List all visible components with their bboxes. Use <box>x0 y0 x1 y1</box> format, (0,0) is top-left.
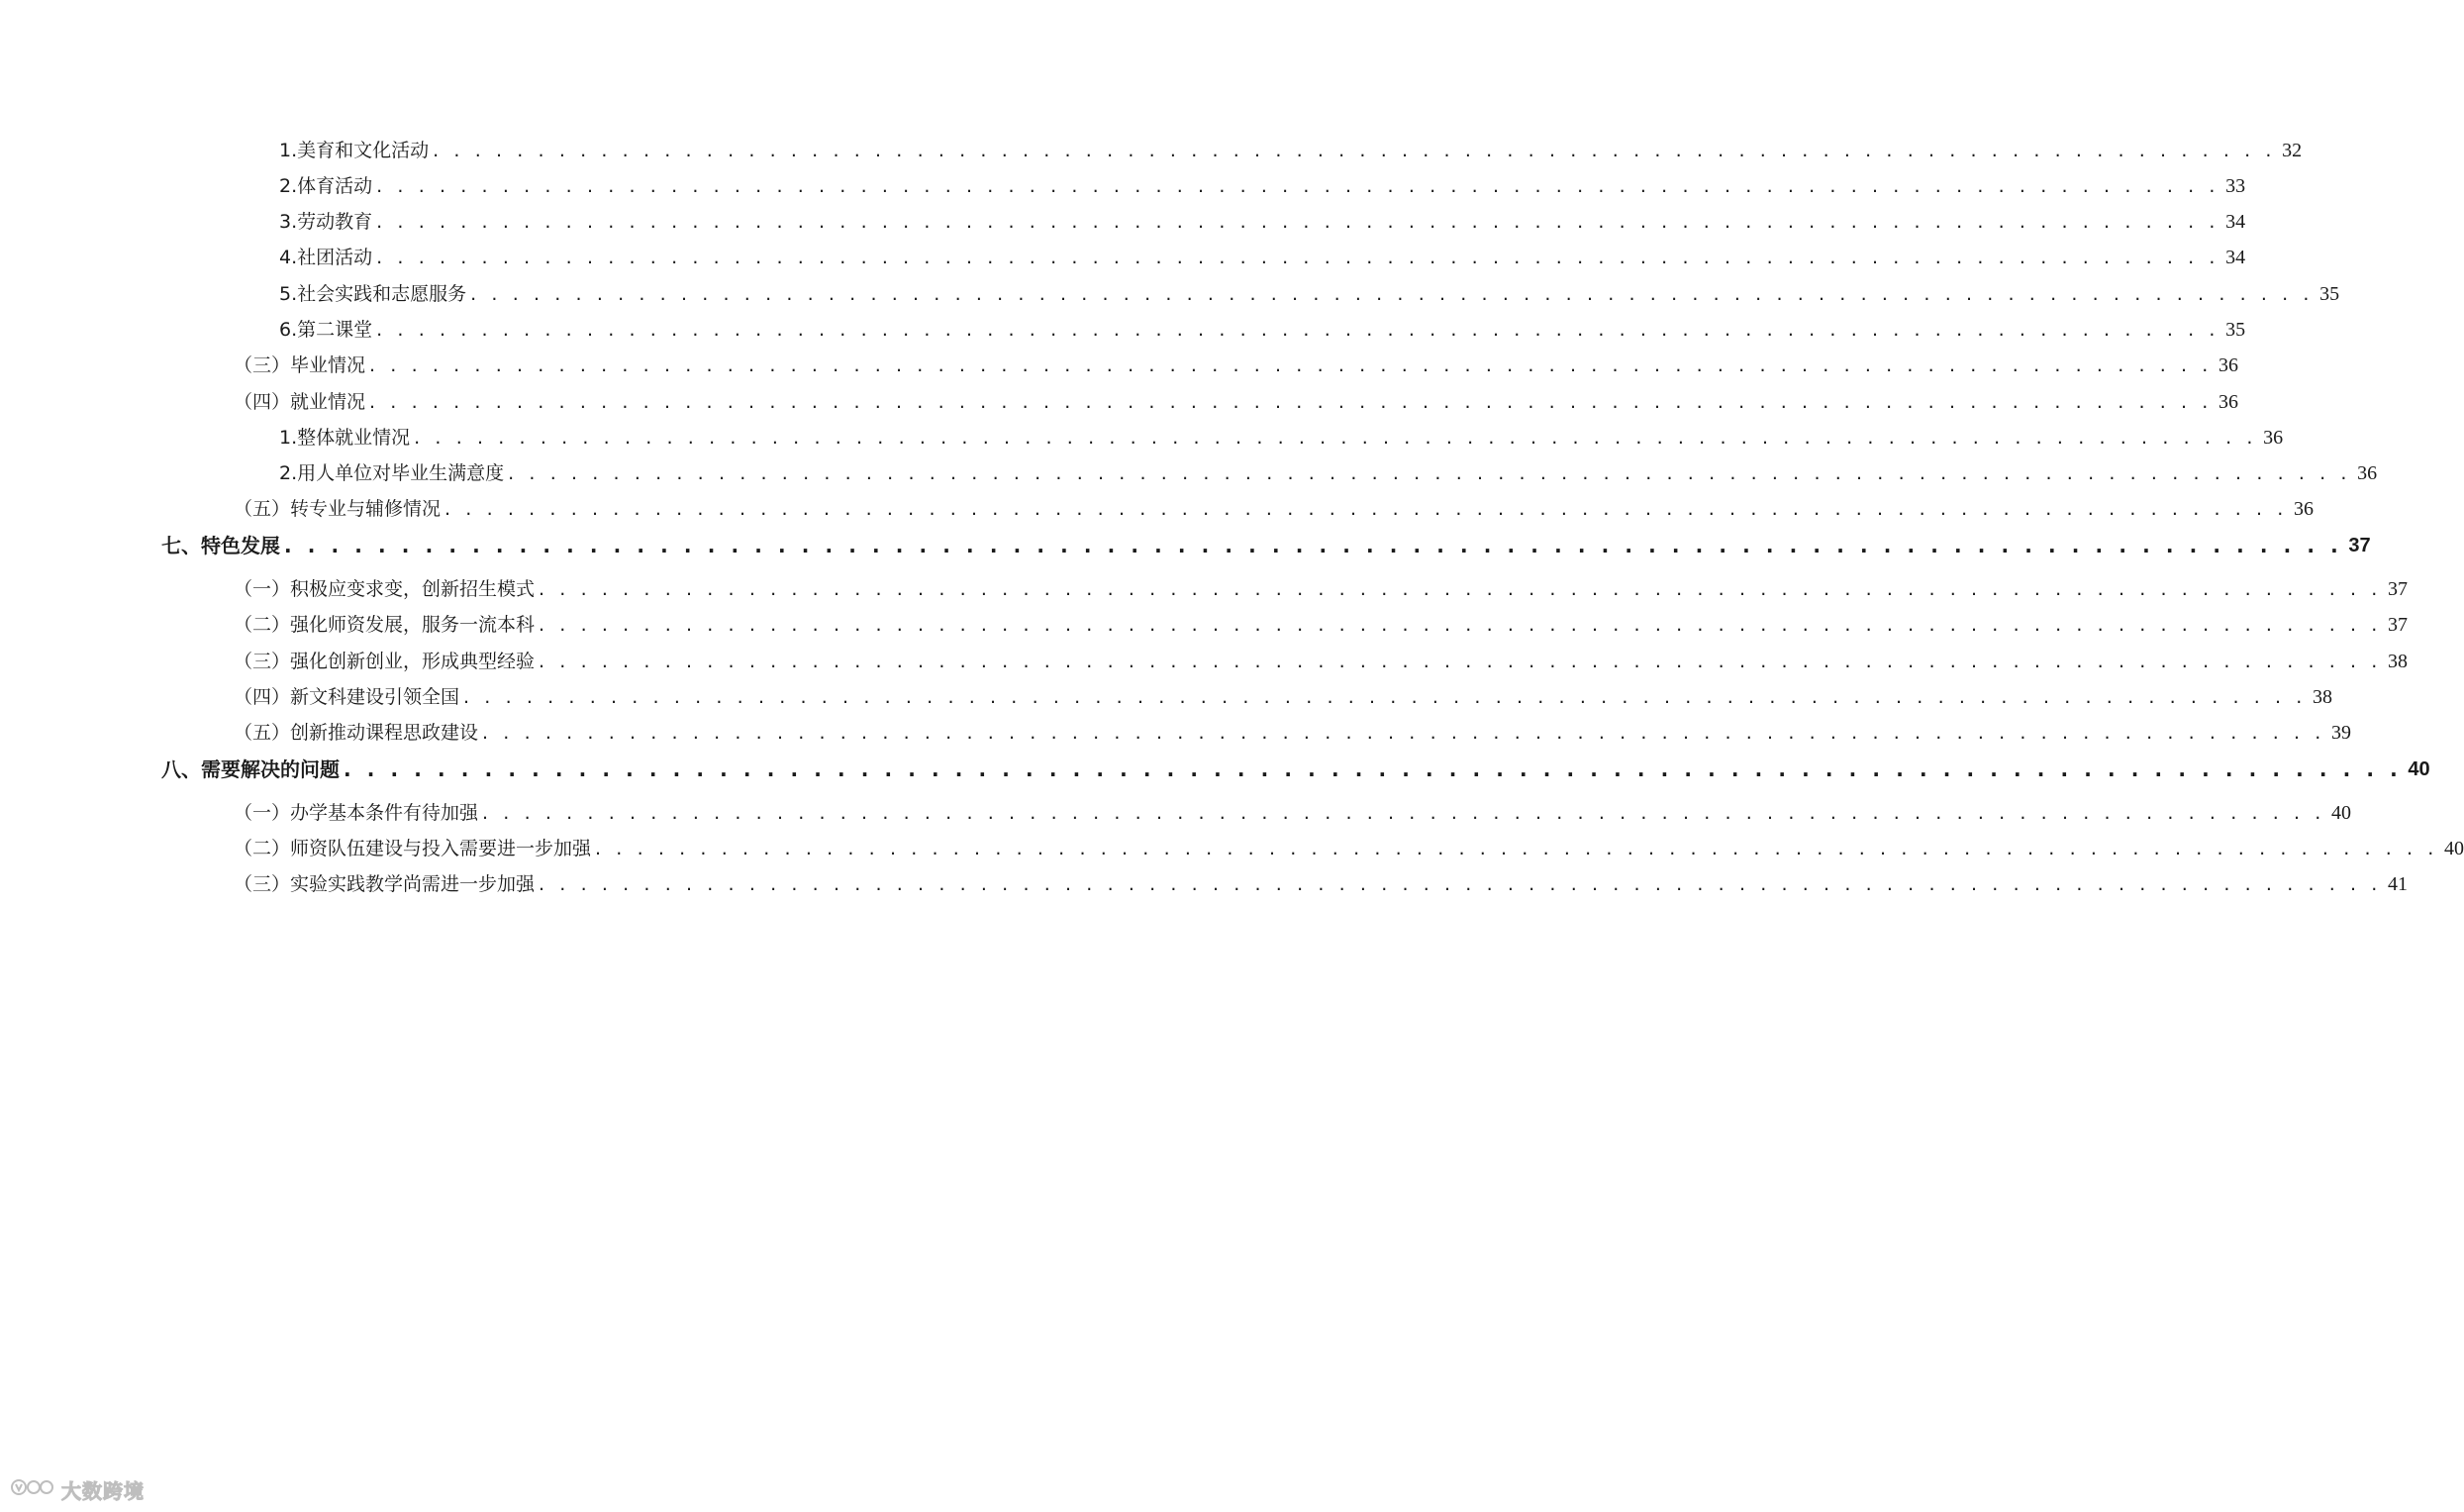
toc-entry[interactable] <box>234 574 2408 604</box>
toc-entry-number: 6. <box>279 319 298 341</box>
toc-leader-dots: . . . . . . . . . . . . . . . . . . . . . . . . . . . . . . . . . . . . . . . . . . . . . . . . . . . . . . . . . . . . . . . . . . . . . . . . . . . . . . . . . . . . . . . . <box>539 578 2382 600</box>
toc-entry-title: 整体就业情况 <box>297 427 411 449</box>
toc-entry-number: 4. <box>279 247 298 268</box>
toc-entry-number: （三） <box>234 354 291 376</box>
toc-leader-dots: . . . . . . . . . . . . . . . . . . . . . . . . . . . . . . . . . . . . . . . . . . . . . . . . . . . . . . . . . . . . . . . . . . . . . . . . . . . . . . . . . . . . . . . . <box>376 247 2220 268</box>
toc-entry-number: 5. <box>279 283 298 305</box>
toc-entry-title: 师资队伍建设与投入需要进一步加强 <box>290 838 592 859</box>
toc-entry-page: 36 <box>2357 462 2378 484</box>
toc-leader-dots: . . . . . . . . . . . . . . . . . . . . . . . . . . . . . . . . . . . . . . . . . . . . . . . . . . . . . . . . . . . . . . . . . . . . . . . . . . . . . . . . . . . . . . . . <box>482 722 2325 744</box>
toc-entry-title: 新文科建设引领全国 <box>290 686 460 708</box>
toc-leader-dots: . . . . . . . . . . . . . . . . . . . . . . . . . . . . . . . . . . . . . . . . . . . . . . . . . . . . . . . . . . . . . . . . . . . . . . . . . . . . . . . . . . . . . . . . <box>284 534 2343 557</box>
toc-entry[interactable] <box>234 610 2408 640</box>
toc-leader-dots: . . . . . . . . . . . . . . . . . . . . . . . . . . . . . . . . . . . . . . . . . . . . . . . . . . . . . . . . . . . . . . . . . . . . . . . . . . . . . . . . . . . . . . . . <box>433 140 2277 161</box>
toc-entry-page: 38 <box>2387 651 2408 672</box>
toc-entry[interactable] <box>279 171 2246 201</box>
toc-entry-number: （一） <box>234 802 291 824</box>
toc-entry[interactable] <box>234 834 2464 863</box>
toc-entry[interactable] <box>234 351 2238 380</box>
toc-entry-title: 办学基本条件有待加强 <box>290 802 479 824</box>
toc-entry-title: 社会实践和志愿服务 <box>297 283 467 305</box>
toc-entry-page: 33 <box>2225 175 2246 197</box>
toc-entry-page: 34 <box>2225 247 2246 268</box>
toc-entry-page: 36 <box>2263 427 2284 449</box>
toc-entry-page: 40 <box>2443 838 2464 859</box>
toc-leader-dots: . . . . . . . . . . . . . . . . . . . . . . . . . . . . . . . . . . . . . . . . . . . . . . . . . . . . . . . . . . . . . . . . . . . . . . . . . . . . . . . . . . . . . . . . <box>376 175 2220 197</box>
toc-entry[interactable] <box>234 869 2408 899</box>
toc-chapter-entry[interactable] <box>161 755 2430 784</box>
toc-entry-number: （五） <box>234 498 291 520</box>
toc-leader-dots: . . . . . . . . . . . . . . . . . . . . . . . . . . . . . . . . . . . . . . . . . . . . . . . . . . . . . . . . . . . . . . . . . . . . . . . . . . . . . . . . . . . . . . . . <box>508 462 2352 484</box>
toc-entry-page: 40 <box>2330 802 2351 824</box>
toc-entry-page: 37 <box>2387 614 2408 636</box>
toc-leader-dots: . . . . . . . . . . . . . . . . . . . . . . . . . . . . . . . . . . . . . . . . . . . . . . . . . . . . . . . . . . . . . . . . . . . . . . . . . . . . . . . . . . . . . . . . <box>482 802 2325 824</box>
toc-entry[interactable] <box>234 647 2408 676</box>
toc-entry-title: 实验实践教学尚需进一步加强 <box>290 873 536 895</box>
toc-entry[interactable] <box>279 458 2378 488</box>
toc-entry-number: （一） <box>234 578 291 600</box>
brand-logo-icon <box>10 1474 55 1504</box>
toc-entry[interactable] <box>234 494 2314 524</box>
toc-entry-page: 37 <box>2348 535 2371 556</box>
toc-entry-title: 就业情况 <box>290 391 366 413</box>
toc-leader-dots: . . . . . . . . . . . . . . . . . . . . . . . . . . . . . . . . . . . . . . . . . . . . . . . . . . . . . . . . . . . . . . . . . . . . . . . . . . . . . . . . . . . . . . . . <box>369 391 2213 413</box>
toc-entry-page: 40 <box>2408 758 2430 780</box>
toc-leader-dots: . . . . . . . . . . . . . . . . . . . . . . . . . . . . . . . . . . . . . . . . . . . . . . . . . . . . . . . . . . . . . . . . . . . . . . . . . . . . . . . . . . . . . . . . <box>414 427 2258 449</box>
toc-entry-page: 36 <box>2293 498 2314 520</box>
toc-entry-page: 38 <box>2312 686 2332 708</box>
toc-leader-dots: . . . . . . . . . . . . . . . . . . . . . . . . . . . . . . . . . . . . . . . . . . . . . . . . . . . . . . . . . . . . . . . . . . . . . . . . . . . . . . . . . . . . . . . . <box>539 873 2382 895</box>
toc-entry[interactable] <box>279 279 2340 309</box>
toc-entry-number: 2. <box>279 462 298 484</box>
toc-entry-title: 积极应变求变，创新招生模式 <box>290 578 536 600</box>
toc-leader-dots: . . . . . . . . . . . . . . . . . . . . . . . . . . . . . . . . . . . . . . . . . . . . . . . . . . . . . . . . . . . . . . . . . . . . . . . . . . . . . . . . . . . . . . . . <box>539 651 2382 672</box>
toc-entry-number: （二） <box>234 838 291 859</box>
toc-leader-dots: . . . . . . . . . . . . . . . . . . . . . . . . . . . . . . . . . . . . . . . . . . . . . . . . . . . . . . . . . . . . . . . . . . . . . . . . . . . . . . . . . . . . . . . . <box>539 614 2382 636</box>
toc-entry-title: 第二课堂 <box>297 319 373 341</box>
toc-entry-number: （三） <box>234 873 291 895</box>
toc-entry-number: （五） <box>234 722 291 744</box>
toc-leader-dots: . . . . . . . . . . . . . . . . . . . . . . . . . . . . . . . . . . . . . . . . . . . . . . . . . . . . . . . . . . . . . . . . . . . . . . . . . . . . . . . . . . . . . . . . <box>470 283 2315 305</box>
toc-entry-title: 用人单位对毕业生满意度 <box>297 462 505 484</box>
toc-leader-dots: . . . . . . . . . . . . . . . . . . . . . . . . . . . . . . . . . . . . . . . . . . . . . . . . . . . . . . . . . . . . . . . . . . . . . . . . . . . . . . . . . . . . . . . . <box>344 757 2403 781</box>
toc-entry-title: 强化师资发展，服务一流本科 <box>290 614 536 636</box>
toc-chapter-entry[interactable] <box>161 531 2371 560</box>
watermark <box>10 1474 145 1504</box>
toc-entry[interactable] <box>234 387 2238 417</box>
toc-entry-page: 36 <box>2218 391 2238 413</box>
toc-entry-page: 35 <box>2319 283 2340 305</box>
toc-leader-dots: . . . . . . . . . . . . . . . . . . . . . . . . . . . . . . . . . . . . . . . . . . . . . . . . . . . . . . . . . . . . . . . . . . . . . . . . . . . . . . . . . . . . . . . . <box>595 838 2438 859</box>
toc-entry[interactable] <box>234 798 2351 828</box>
toc-entry-number: （四） <box>234 391 291 413</box>
toc-entry-number: 3. <box>279 211 298 233</box>
toc-entry[interactable] <box>234 718 2351 748</box>
toc-entry[interactable] <box>279 207 2246 237</box>
toc-chapter-title: 八、需要解决的问题 <box>161 757 340 781</box>
toc-entry[interactable] <box>234 682 2332 712</box>
toc-chapter-title: 七、特色发展 <box>161 534 280 557</box>
toc-leader-dots: . . . . . . . . . . . . . . . . . . . . . . . . . . . . . . . . . . . . . . . . . . . . . . . . . . . . . . . . . . . . . . . . . . . . . . . . . . . . . . . . . . . . . . . . <box>444 498 2288 520</box>
toc-entry-title: 创新推动课程思政建设 <box>290 722 479 744</box>
toc-entry[interactable] <box>279 136 2303 165</box>
toc-entry-number: （四） <box>234 686 291 708</box>
toc-entry[interactable] <box>279 315 2246 345</box>
toc-entry-title: 社团活动 <box>297 247 373 268</box>
toc-entry-title: 转专业与辅修情况 <box>290 498 442 520</box>
toc-entry-page: 32 <box>2282 140 2303 161</box>
toc-entry-title: 劳动教育 <box>297 211 373 233</box>
toc-entry-title: 体育活动 <box>297 175 373 197</box>
toc-entry-title: 美育和文化活动 <box>297 140 430 161</box>
toc-entry-number: 2. <box>279 175 298 197</box>
toc-entry[interactable] <box>279 243 2246 272</box>
toc-entry-number: 1. <box>279 140 298 161</box>
toc-entry-number: （三） <box>234 651 291 672</box>
toc-entry-title: 毕业情况 <box>290 354 366 376</box>
toc-leader-dots: . . . . . . . . . . . . . . . . . . . . . . . . . . . . . . . . . . . . . . . . . . . . . . . . . . . . . . . . . . . . . . . . . . . . . . . . . . . . . . . . . . . . . . . . <box>376 211 2220 233</box>
toc-entry-title: 强化创新创业，形成典型经验 <box>290 651 536 672</box>
toc-entry-page: 37 <box>2387 578 2408 600</box>
toc-leader-dots: . . . . . . . . . . . . . . . . . . . . . . . . . . . . . . . . . . . . . . . . . . . . . . . . . . . . . . . . . . . . . . . . . . . . . . . . . . . . . . . . . . . . . . . . <box>369 354 2213 376</box>
toc-entry-page: 35 <box>2225 319 2246 341</box>
toc-entry-number: 1. <box>279 427 298 449</box>
toc-entry-page: 36 <box>2218 354 2238 376</box>
toc-leader-dots: . . . . . . . . . . . . . . . . . . . . . . . . . . . . . . . . . . . . . . . . . . . . . . . . . . . . . . . . . . . . . . . . . . . . . . . . . . . . . . . . . . . . . . . . <box>463 686 2307 708</box>
toc-entry-number: （二） <box>234 614 291 636</box>
toc-entry-page: 39 <box>2330 722 2351 744</box>
toc-leader-dots: . . . . . . . . . . . . . . . . . . . . . . . . . . . . . . . . . . . . . . . . . . . . . . . . . . . . . . . . . . . . . . . . . . . . . . . . . . . . . . . . . . . . . . . . <box>376 319 2220 341</box>
toc-entry-page: 34 <box>2225 211 2246 233</box>
toc-entry-page: 41 <box>2387 873 2408 895</box>
watermark-text: 大数跨境 <box>61 1478 145 1503</box>
toc-entry[interactable] <box>279 423 2284 453</box>
